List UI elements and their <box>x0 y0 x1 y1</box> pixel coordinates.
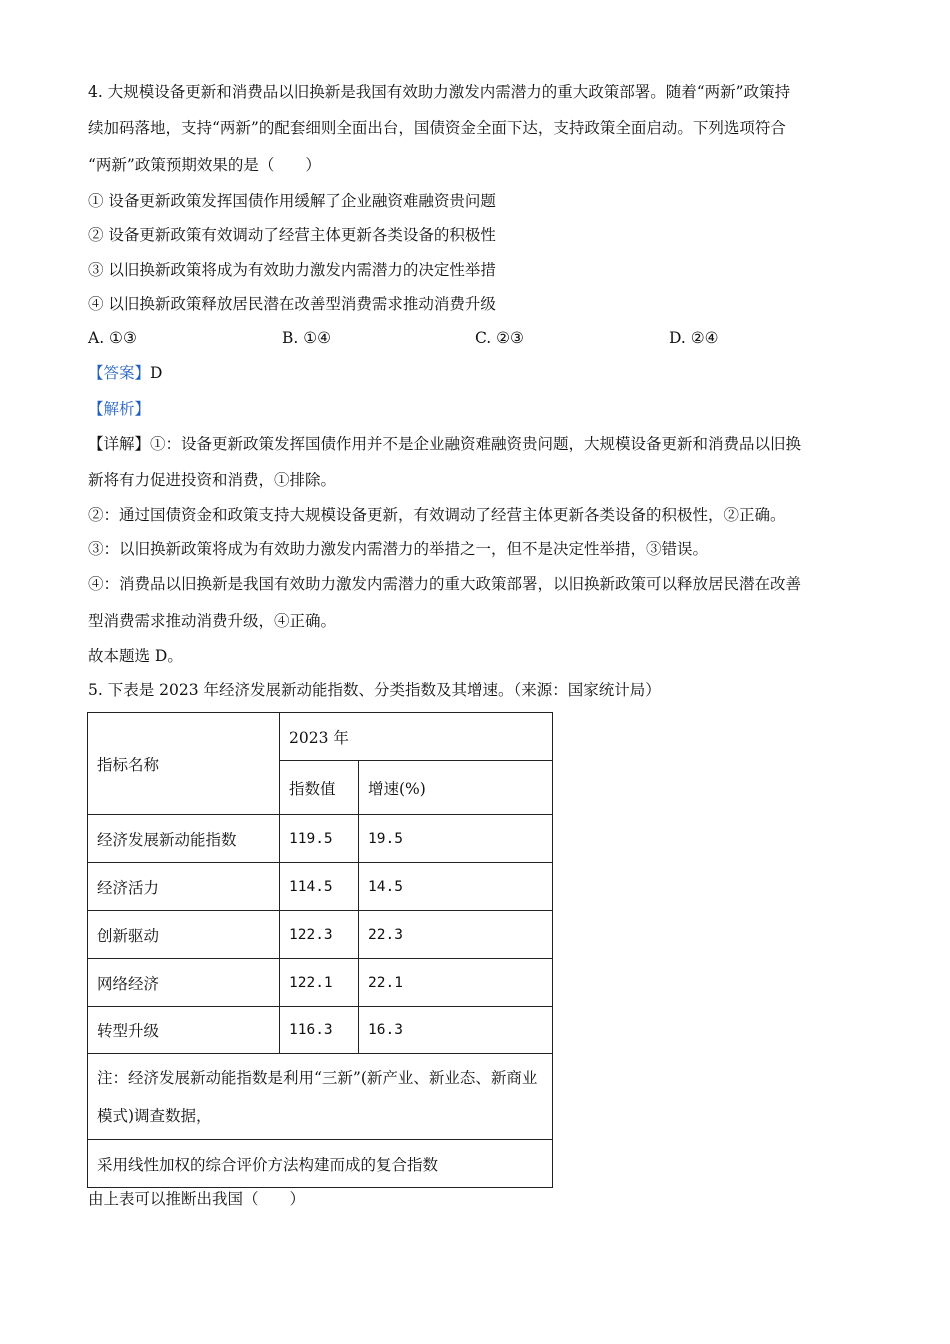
q4-stem-line-1: 4. 大规模设备更新和消费品以旧换新是我国有效助力激发内需潜力的重大政策部署。随着“两新”政策持 <box>88 83 791 101</box>
row-index-cell: 114.5 <box>280 863 359 911</box>
detail-text-1: ①：设备更新政策发挥国债作用并不是企业融资难融资贵问题，大规模设备更新和消费品以旧换 <box>150 435 802 453</box>
table-row <box>88 863 553 911</box>
q4-detail-line-5: ④：消费品以旧换新是我国有效助力激发内需潜力的重大政策部署，以旧换新政策可以释放居民潜在改善 <box>88 575 802 593</box>
detail-tag: 【详解】 <box>88 435 151 453</box>
q4-conclusion: 故本题选 D。 <box>88 647 183 665</box>
table-row <box>88 911 553 959</box>
q4-item-2: ② 设备更新政策有效调动了经营主体更新各类设备的积极性 <box>88 226 496 244</box>
q4-detail-line-3: ②：通过国债资金和政策支持大规模设备更新，有效调动了经营主体更新各类设备的积极性，②正确。 <box>88 506 786 524</box>
table-row <box>88 815 553 863</box>
table-row <box>88 959 553 1007</box>
row-growth-cell: 14.5 <box>359 863 553 911</box>
analysis-tag: 【解析】 <box>88 400 151 418</box>
row-growth-cell: 22.1 <box>359 959 553 1007</box>
q5-stem: 5. 下表是 2023 年经济发展新动能指数、分类指数及其增速。（来源：国家统计局） <box>88 681 661 699</box>
table-note-row-1 <box>88 1054 553 1140</box>
answer-tag: 【答案】 <box>88 364 151 382</box>
row-index-cell: 122.3 <box>280 911 359 959</box>
header-growth-cell: 增速(%) <box>359 761 553 815</box>
q4-option-b: B. ①④ <box>282 329 332 347</box>
header-name-cell: 指标名称 <box>88 713 280 815</box>
table-note-1: 注：经济发展新动能指数是利用“三新”(新产业、新业态、新商业模式)调查数据， <box>88 1054 553 1140</box>
table-header-row-1 <box>88 713 553 761</box>
header-year-cell: 2023 年 <box>280 713 553 761</box>
q4-option-d: D. ②④ <box>669 329 719 347</box>
q4-item-3: ③ 以旧换新政策将成为有效助力激发内需潜力的决定性举措 <box>88 261 496 279</box>
row-name-cell: 转型升级 <box>88 1007 280 1054</box>
q4-detail-line-2: 新将有力促进投资和消费，①排除。 <box>88 471 337 489</box>
table-note-2: 采用线性加权的综合评价方法构建而成的复合指数 <box>88 1140 553 1188</box>
q4-detail-line-4: ③：以旧换新政策将成为有效助力激发内需潜力的举措之一，但不是决定性举措，③错误。 <box>88 540 709 558</box>
row-name-cell: 网络经济 <box>88 959 280 1007</box>
q4-option-a: A. ①③ <box>88 329 137 347</box>
row-growth-cell: 19.5 <box>359 815 553 863</box>
q4-detail-line-6: 型消费需求推动消费升级，④正确。 <box>88 612 337 630</box>
row-growth-cell: 22.3 <box>359 911 553 959</box>
row-index-cell: 116.3 <box>280 1007 359 1054</box>
row-name-cell: 创新驱动 <box>88 911 280 959</box>
q4-item-4: ④ 以旧换新政策释放居民潜在改善型消费需求推动消费升级 <box>88 295 496 313</box>
q5-followup: 由上表可以推断出我国（ ） <box>88 1190 306 1208</box>
index-table <box>87 712 553 1188</box>
answer-value: D <box>150 364 163 382</box>
q4-options <box>88 327 868 349</box>
header-index-cell: 指数值 <box>280 761 359 815</box>
q4-answer <box>88 362 162 384</box>
q4-stem-line-3: “两新”政策预期效果的是（ ） <box>88 156 321 174</box>
row-index-cell: 122.1 <box>280 959 359 1007</box>
row-index-cell: 119.5 <box>280 815 359 863</box>
row-name-cell: 经济活力 <box>88 863 280 911</box>
table-row <box>88 1007 553 1054</box>
q4-detail-line-1 <box>88 433 801 455</box>
row-growth-cell: 16.3 <box>359 1007 553 1054</box>
q4-item-1: ① 设备更新政策发挥国债作用缓解了企业融资难融资贵问题 <box>88 192 496 210</box>
table-note-row-2 <box>88 1140 553 1188</box>
row-name-cell: 经济发展新动能指数 <box>88 815 280 863</box>
q4-stem-line-2: 续加码落地，支持“两新”的配套细则全面出台，国债资金全面下达，支持政策全面启动。下列选项符合 <box>88 119 786 137</box>
q4-option-c: C. ②③ <box>475 329 524 347</box>
